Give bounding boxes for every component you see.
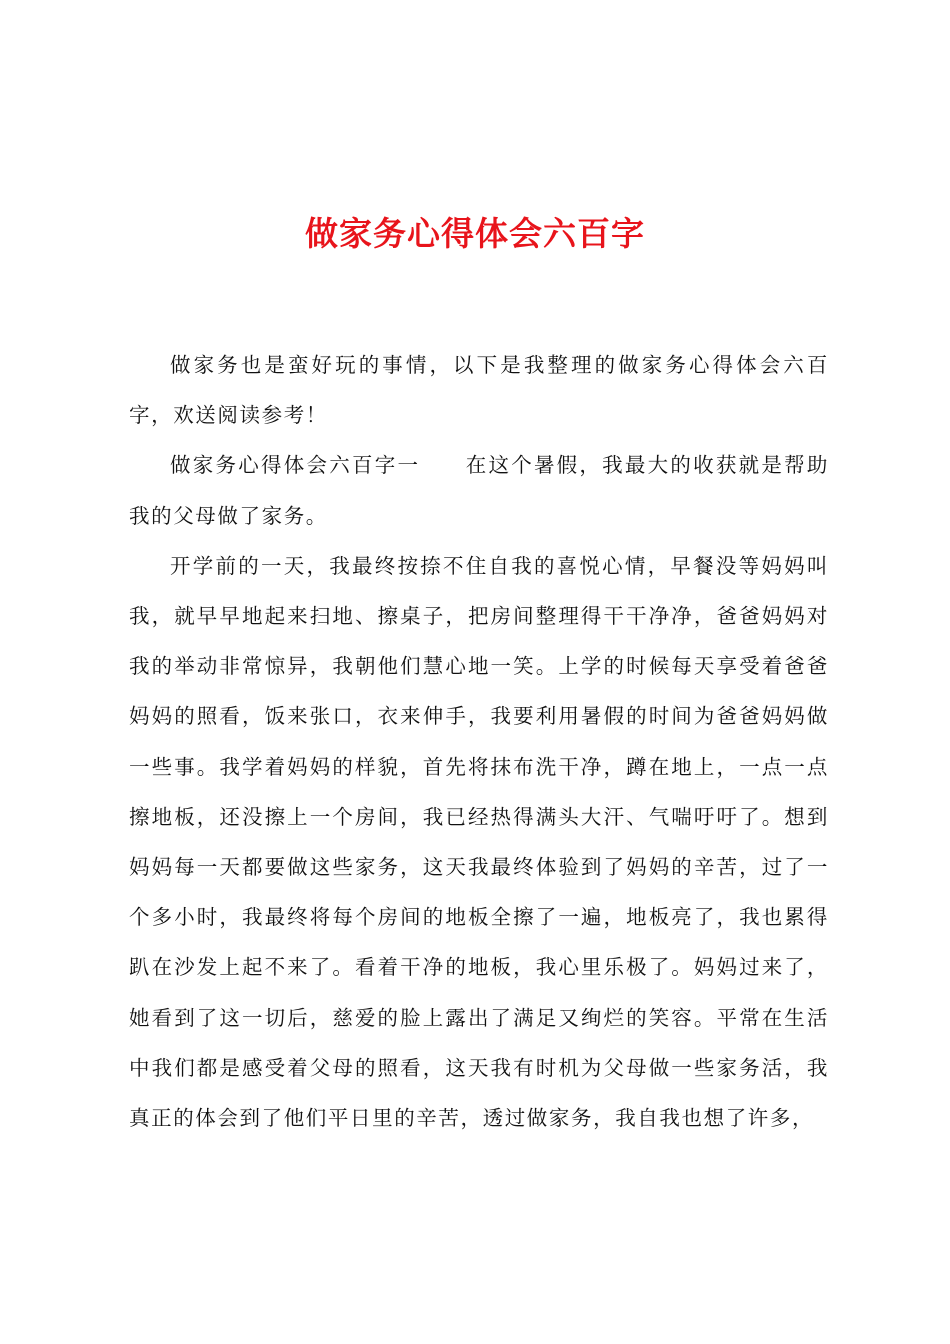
paragraph-section-one: 做家务心得体会六百字一 在这个暑假，我最大的收获就是帮助我的父母做了家务。 (129, 453, 829, 528)
document-title: 做家务心得体会六百字 (305, 214, 645, 253)
paragraph-main: 开学前的一天，我最终按捺不住自我的喜悦心情，早餐没等妈妈叫我，就早早地起来扫地、擦桌子，把房间整理得干干净净，爸爸妈妈对我的举动非常惊异，我朝他们慧心地一笑。上学的时候每天享受着爸爸妈妈的照看，饭来张口，衣来伸手，我要利用暑假的时间为爸爸妈妈做一些事。我学着妈妈的样貌，首先将抹布洗干净，蹲在地上，一点一点擦地板，还没擦上一个房间，我已经热得满头大汗、气喘吁吁了。想到妈妈每一天都要做这些家务，这天我最终体验到了妈妈的辛苦，过了一个多小时，我最终将每个房间的地板全擦了一遍，地板亮了，我也累得趴在沙发上起不来了。看着干净的地板，我心里乐极了。妈妈过来了，她看到了这一切后，慈爱的脸上露出了满足又绚烂的笑容。平常在生活中我们都是感受着父母的照看，这天我有时机为父母做一些家务活，我真正的体会到了他们平日里的辛苦，透过做家务，我自我也想了许多， (129, 553, 829, 1131)
document-body (129, 340, 829, 1143)
paragraph-intro: 做家务也是蛮好玩的事情，以下是我整理的做家务心得体会六百字，欢送阅读参考！ (129, 353, 829, 428)
